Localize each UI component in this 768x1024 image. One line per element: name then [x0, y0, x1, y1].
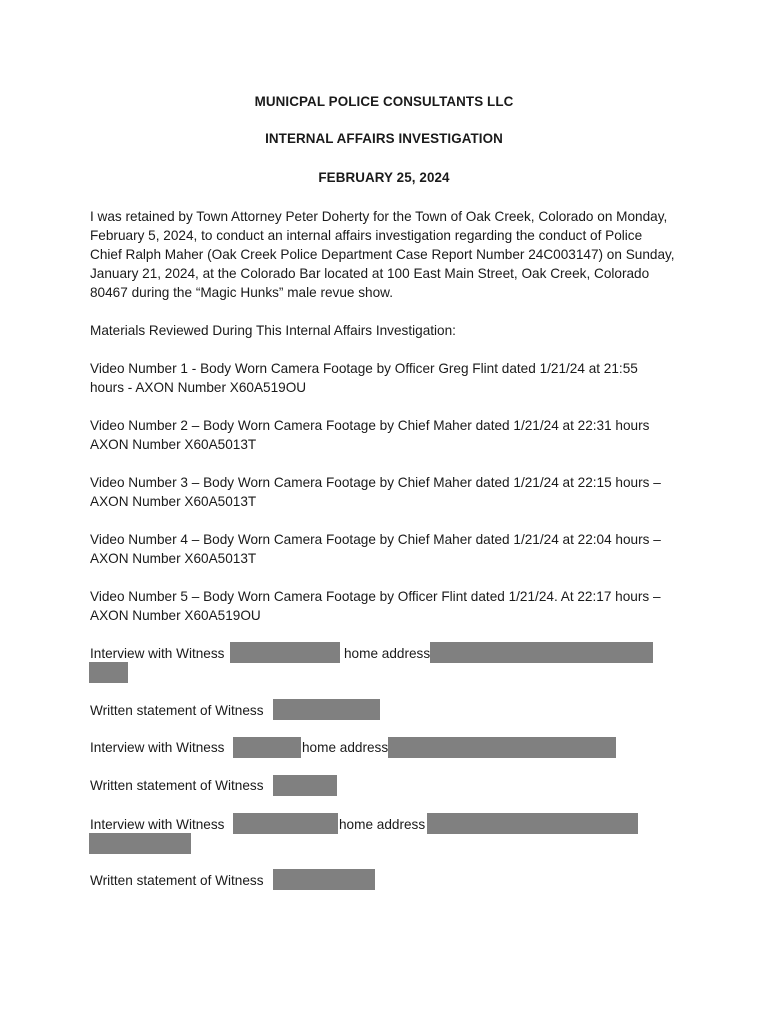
video-line: AXON Number X60A519OU [90, 608, 261, 623]
materials-heading: Materials Reviewed During This Internal Affairs Investigation: [90, 323, 456, 338]
witness-interview-label: Interview with Witness [90, 646, 225, 661]
video-line: Video Number 5 – Body Worn Camera Footage by Officer Flint dated 1/21/24. At 22:17 hours – [90, 589, 661, 604]
report-date: FEBRUARY 25, 2024 [318, 170, 450, 185]
redaction-block [430, 642, 653, 663]
redaction-block [273, 869, 375, 890]
company-name: MUNICPAL POLICE CONSULTANTS LLC [254, 94, 514, 109]
home-address-label: home address [344, 646, 431, 661]
witness-statement-label: Written statement of Witness [90, 778, 264, 793]
home-address-label: home address [302, 740, 389, 755]
intro-paragraph [90, 207, 690, 302]
redaction-block [233, 737, 301, 758]
redaction-block [233, 813, 338, 834]
redaction-block [89, 662, 128, 683]
intro-line: January 21, 2024, at the Colorado Bar located at 100 East Main Street, Oak Creek, Colorado [90, 266, 650, 281]
home-address-label: home address [339, 817, 426, 832]
witness-statement-label: Written statement of Witness [90, 703, 264, 718]
video-item-3 [90, 473, 690, 511]
redaction-block [427, 813, 638, 834]
witness-statement-label: Written statement of Witness [90, 873, 264, 888]
video-item-4 [90, 530, 690, 568]
redaction-block [273, 699, 380, 720]
video-line: Video Number 4 – Body Worn Camera Footage by Chief Maher dated 1/21/24 at 22:04 hours – [90, 532, 661, 547]
intro-line: Chief Ralph Maher (Oak Creek Police Department Case Report Number 24C003147) on Sunday, [90, 247, 675, 262]
video-line: AXON Number X60A5013T [90, 551, 257, 566]
report-title: INTERNAL AFFAIRS INVESTIGATION [265, 131, 503, 146]
video-line: Video Number 3 – Body Worn Camera Footage by Chief Maher dated 1/21/24 at 22:15 hours – [90, 475, 661, 490]
redaction-block [273, 775, 337, 796]
intro-line: February 5, 2024, to conduct an internal affairs investigation regarding the conduct of Police [90, 228, 643, 243]
intro-line: 80467 during the “Magic Hunks” male revue show. [90, 285, 393, 300]
video-line: AXON Number X60A5013T [90, 437, 257, 452]
video-line: hours - AXON Number X60A519OU [90, 380, 307, 395]
video-item-1 [90, 359, 690, 397]
intro-line: I was retained by Town Attorney Peter Doherty for the Town of Oak Creek, Colorado on Monday, [90, 209, 668, 224]
redaction-block [388, 737, 616, 758]
video-item-5 [90, 587, 690, 625]
redaction-block [89, 833, 191, 854]
video-line: Video Number 2 – Body Worn Camera Footage by Chief Maher dated 1/21/24 at 22:31 hours [90, 418, 650, 433]
video-line: Video Number 1 - Body Worn Camera Footage by Officer Greg Flint dated 1/21/24 at 21:55 [90, 361, 638, 376]
witness-interview-label: Interview with Witness [90, 817, 225, 832]
redaction-block [230, 642, 340, 663]
witness-interview-label: Interview with Witness [90, 740, 225, 755]
video-item-2 [90, 416, 690, 454]
video-line: AXON Number X60A5013T [90, 494, 257, 509]
